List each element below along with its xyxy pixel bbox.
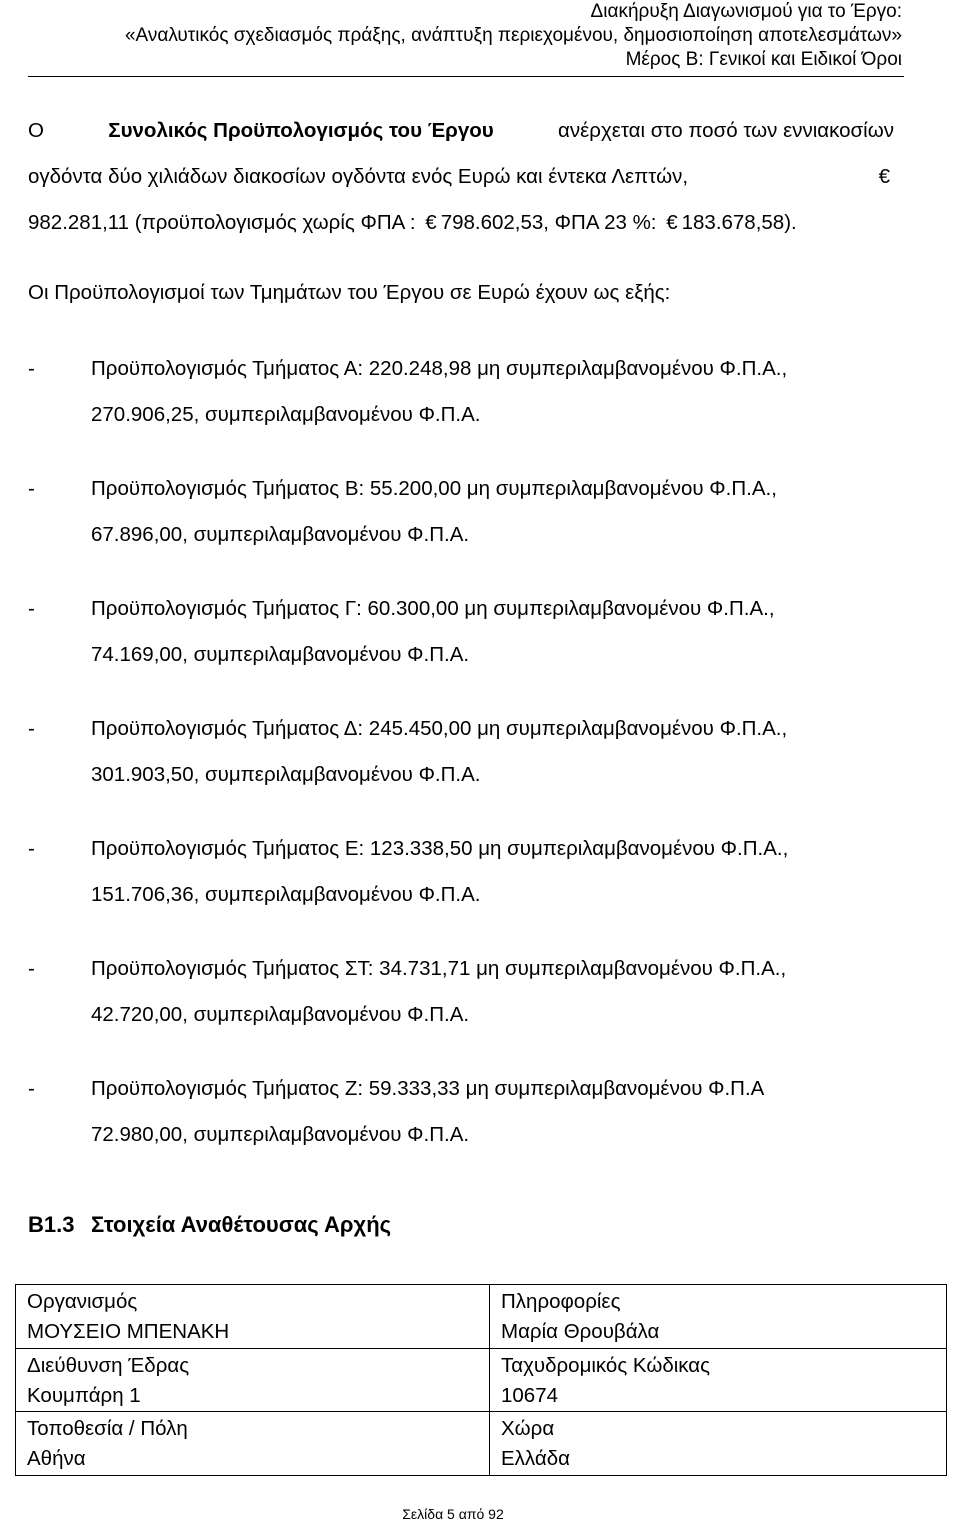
header-line-2: «Αναλυτικός σχεδιασμός πράξης, ανάπτυξη περιεχομένου, δημοσιοποίηση αποτελεσμάτων» (124, 25, 902, 46)
header-line-3: Μέρος Β: Γενικοί και Ειδικοί Όροι (625, 49, 902, 70)
intro-line-2 (28, 154, 894, 200)
section-line-2: 74.169,00, συμπεριλαμβανομένου Φ.Π.Α. (91, 643, 470, 666)
cell-value: Κουμπάρη 1 (27, 1383, 141, 1407)
cell-value: Αθήνα (27, 1447, 86, 1471)
cell-label: Πληροφορίες (501, 1290, 621, 1313)
intro-word-o: Ο (28, 119, 44, 142)
section-line-2: 67.896,00, συμπεριλαμβανομένου Φ.Π.Α. (91, 523, 470, 546)
section-line-1: Προϋπολογισμός Τμήματος Γ: 60.300,00 μη συμπεριλαμβανομένου Φ.Π.Α., (91, 597, 775, 620)
heading-number: Β1.3 (28, 1212, 75, 1237)
section-line-1: Προϋπολογισμός Τμήματος Β: 55.200,00 μη συμπεριλαμβανομένου Φ.Π.Α., (91, 477, 777, 500)
list-dash: - (28, 477, 35, 500)
intro-line-3-b: 798.602,53, ΦΠΑ 23 %: (440, 211, 657, 234)
section-line-1: Προϋπολογισμός Τμήματος Ζ: 59.333,33 μη συμπεριλαμβανομένου Φ.Π.Α (91, 1077, 765, 1100)
table-cell (490, 1348, 947, 1412)
euro-icon: € (878, 165, 890, 188)
table-cell (16, 1285, 490, 1349)
intro-line-3-c: 183.678,58). (681, 211, 797, 234)
section-budget-a (28, 354, 894, 430)
cell-value: ΜΟΥΣΕΙΟ ΜΠΕΝΑΚΗ (27, 1320, 230, 1343)
total-budget-label: Συνολικός Προϋπολογισμός του Έργου (108, 119, 494, 142)
section-line-2: 301.903,50, συμπεριλαμβανομένου Φ.Π.Α. (91, 763, 481, 786)
euro-icon: € (425, 211, 437, 234)
table-cell (490, 1412, 947, 1476)
section-budget-st (28, 954, 894, 1030)
section-line-2: 151.706,36, συμπεριλαμβανομένου Φ.Π.Α. (91, 883, 481, 906)
table-row (16, 1285, 947, 1349)
section-line-1: Προϋπολογισμός Τμήματος Α: 220.248,98 μη συμπεριλαμβανομένου Φ.Π.Α., (91, 357, 788, 380)
list-dash: - (28, 1077, 35, 1100)
section-line-2: 270.906,25, συμπεριλαμβανομένου Φ.Π.Α. (91, 403, 481, 426)
page-number: Σελίδα 5 από 92 (402, 1506, 504, 1522)
list-dash: - (28, 717, 35, 740)
intro-line-3-a: 982.281,11 (προϋπολογισμός χωρίς ΦΠΑ : (28, 211, 416, 234)
cell-label: Διεύθυνση Έδρας (27, 1353, 190, 1377)
cell-label: Ταχυδρομικός Κώδικας (501, 1353, 711, 1377)
section-line-1: Προϋπολογισμός Τμήματος ΣΤ: 34.731,71 μη συμπεριλαμβανομένου Φ.Π.Α., (91, 957, 787, 980)
list-dash: - (28, 957, 35, 980)
header-divider (28, 76, 904, 77)
section-budget-b (28, 474, 894, 550)
section-budget-e (28, 834, 894, 910)
sections-lead-text: Οι Προϋπολογισμοί των Τμημάτων του Έργου σε Ευρώ έχουν ως εξής: (28, 281, 671, 304)
section-budget-z (28, 1074, 894, 1150)
section-budget-c (28, 594, 894, 670)
heading-title: Στοιχεία Αναθέτουσας Αρχής (91, 1212, 392, 1237)
intro-line-2-text: ογδόντα δύο χιλιάδων διακοσίων ογδόντα ενός Ευρώ και έντεκα Λεπτών, (28, 165, 689, 188)
section-budget-d (28, 714, 894, 790)
contracting-authority-table (15, 1284, 947, 1476)
table-row (16, 1412, 947, 1476)
cell-label: Τοποθεσία / Πόλη (27, 1417, 188, 1441)
table-cell (16, 1348, 490, 1412)
list-dash: - (28, 597, 35, 620)
table-row (16, 1348, 947, 1412)
euro-icon: € (666, 211, 678, 234)
cell-value: Μαρία Θρουβάλα (501, 1320, 660, 1343)
intro-line-3 (28, 200, 894, 246)
table-cell (16, 1412, 490, 1476)
section-heading (28, 1208, 391, 1242)
intro-line-1 (28, 108, 894, 154)
list-dash: - (28, 357, 35, 380)
cell-value: 10674 (501, 1383, 559, 1407)
cell-label: Χώρα (501, 1417, 555, 1441)
section-line-1: Προϋπολογισμός Τμήματος Δ: 245.450,00 μη συμπεριλαμβανομένου Φ.Π.Α., (91, 717, 788, 740)
table-cell (490, 1285, 947, 1349)
section-line-2: 72.980,00, συμπεριλαμβανομένου Φ.Π.Α. (91, 1123, 470, 1146)
page-header (42, 0, 902, 72)
cell-value: Ελλάδα (501, 1447, 570, 1471)
budget-intro-paragraph (28, 108, 894, 246)
list-dash: - (28, 837, 35, 860)
section-line-1: Προϋπολογισμός Τμήματος Ε: 123.338,50 μη συμπεριλαμβανομένου Φ.Π.Α., (91, 837, 789, 860)
section-line-2: 42.720,00, συμπεριλαμβανομένου Φ.Π.Α. (91, 1003, 470, 1026)
header-line-1: Διακήρυξη Διαγωνισμού για το Έργο: (590, 1, 902, 22)
cell-label: Οργανισμός (27, 1290, 138, 1313)
intro-line-1-rest: ανέρχεται στο ποσό των εννιακοσίων (558, 119, 894, 142)
